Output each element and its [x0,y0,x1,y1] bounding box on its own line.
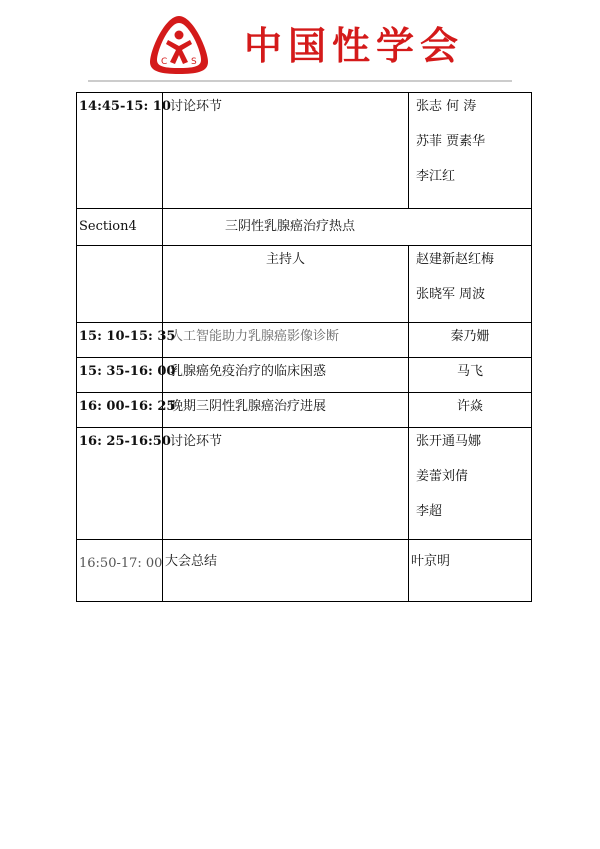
session-topic: 讨论环节 [163,428,409,540]
panel-name: 张开通马娜 [416,434,482,449]
talk-speaker: 秦乃姗 [409,323,532,358]
page-header [0,0,600,90]
table-row [77,428,532,540]
host-names [409,246,532,323]
table-row [77,358,532,393]
table-row [77,323,532,358]
panel-name: 张志 何 涛 [416,99,477,114]
panel-name: 李江红 [416,169,456,184]
table-row [77,540,532,602]
host-name: 赵建新赵红梅 [416,252,495,267]
talk-speaker: 许焱 [409,393,532,428]
talk-topic: 乳腺癌免疫治疗的临床困惑 [163,358,409,393]
section-label: Section4 [77,209,163,246]
session-time: 16:50-17: 00 [77,540,163,602]
talk-topic: 晚期三阴性乳腺癌治疗进展 [163,393,409,428]
panel-name: 苏菲 贾素华 [416,134,486,149]
session-time: 14:45-15: 10 [77,93,163,209]
host-label: 主持人 [163,246,409,323]
schedule-table [76,92,532,602]
session-time: 16: 25-16:50 [77,428,163,540]
closing-speaker: 叶京明 [409,540,532,602]
logo-letter-s: S [191,57,197,67]
section-title: 三阴性乳腺癌治疗热点 [163,209,532,246]
talk-topic: 人工智能助力乳腺癌影像诊断 [163,323,409,358]
organization-name: 中国性学会 [244,23,465,68]
session-topic: 大会总结 [163,540,409,602]
logo-letter-c: C [161,57,168,67]
panel-name: 李超 [416,504,443,519]
panel-names [409,428,532,540]
table-row [77,246,532,323]
talk-time: 15: 10-15: 35 [77,323,163,358]
table-row [77,393,532,428]
panel-name: 姜蕾刘倩 [416,469,469,484]
talk-time: 15: 35-16: 00 [77,358,163,393]
table-row [77,93,532,209]
empty-cell [77,246,163,323]
talk-speaker: 马飞 [409,358,532,393]
panel-names [409,93,532,209]
host-name: 张晓军 周波 [416,287,486,302]
society-logo [146,12,212,78]
talk-time: 16: 00-16: 25 [77,393,163,428]
session-topic: 讨论环节 [163,93,409,209]
section-header-row [77,209,532,246]
header-divider [88,80,512,82]
